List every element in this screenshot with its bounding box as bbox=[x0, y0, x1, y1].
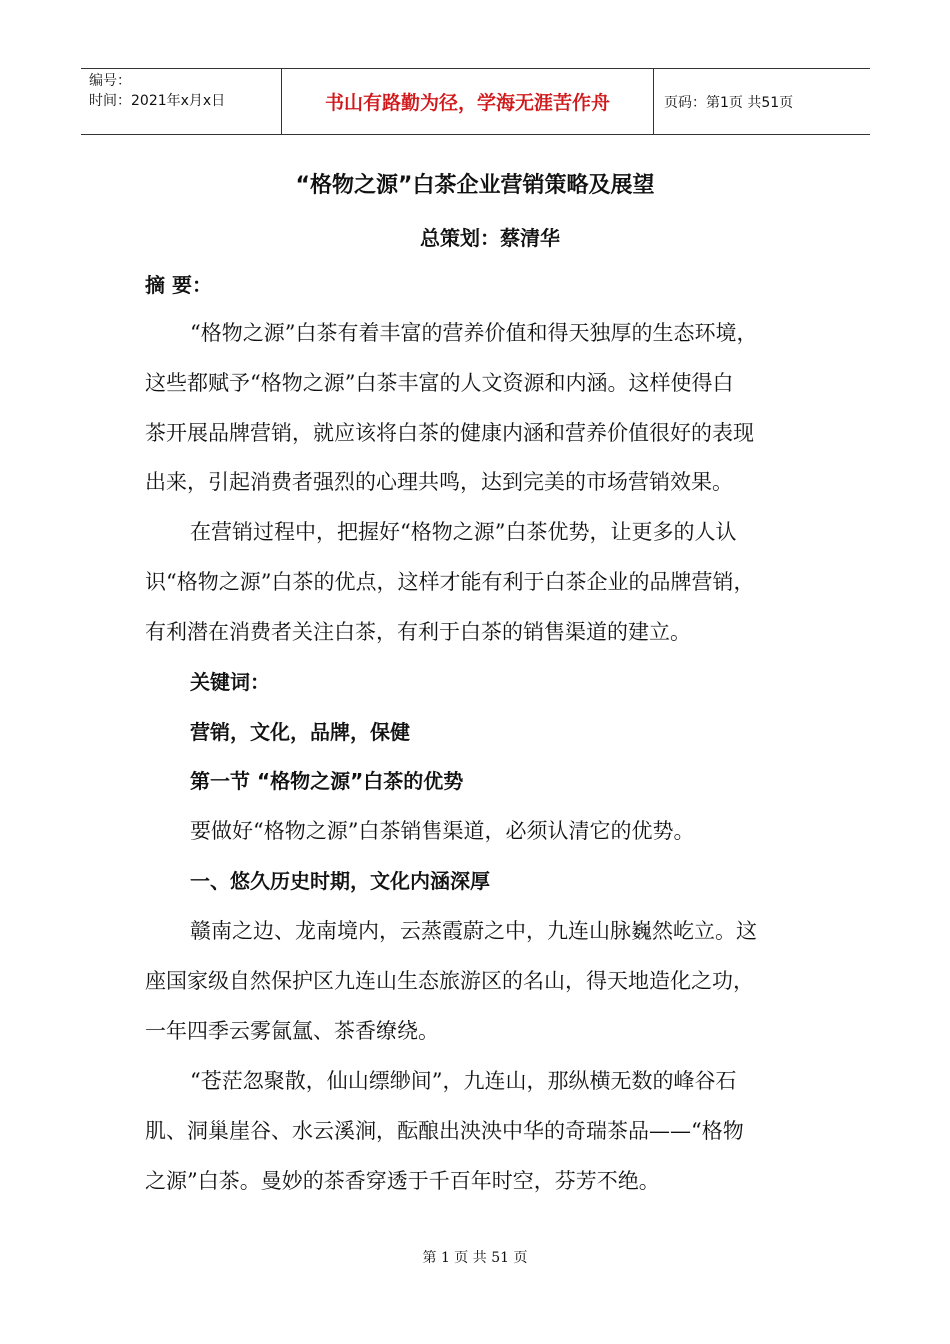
keywords-heading: 关键词： bbox=[190, 670, 270, 694]
paragraph-line: 座国家级自然保护区九连山生态旅游区的名山，得天地造化之功， bbox=[145, 969, 754, 993]
section-intro: 要做好“格物之源”白茶销售渠道，必须认清它的优势。 bbox=[190, 819, 695, 843]
section-heading: 第一节 “格物之源”白茶的优势 bbox=[190, 769, 464, 793]
paragraph-line: 赣南之边、龙南境内，云蒸霞蔚之中，九连山脉巍然屹立。这 bbox=[190, 919, 757, 943]
paragraph-line: 一年四季云雾氤氲、茶香缭绕。 bbox=[145, 1019, 439, 1043]
header-meta-cell bbox=[81, 69, 282, 134]
paragraph-line: 茶开展品牌营销，就应该将白茶的健康内涵和营养价值很好的表现 bbox=[145, 421, 754, 445]
document-author: 总策划：蔡清华 bbox=[420, 226, 560, 250]
header-page-info: 页码：第1页 共51页 bbox=[664, 94, 794, 111]
paragraph-line: 有利潜在消费者关注白茶，有利于白茶的销售渠道的建立。 bbox=[145, 620, 691, 644]
subsection-heading: 一、悠久历史时期，文化内涵深厚 bbox=[190, 869, 490, 893]
paragraph-line: 肌、洞巢崖谷、水云溪涧，酝酿出泱泱中华的奇瑞茶品——“格物 bbox=[145, 1119, 744, 1143]
document-number-label: 编号： bbox=[89, 73, 131, 89]
paragraph-line: 这些都赋予“格物之源”白茶丰富的人文资源和内涵。这样使得白 bbox=[145, 371, 734, 395]
page-footer: 第 1 页 共 51 页 bbox=[422, 1250, 528, 1266]
paragraph-line: “格物之源”白茶有着丰富的营养价值和得天独厚的生态环境， bbox=[190, 321, 758, 345]
keywords-list: 营销，文化，品牌，保健 bbox=[190, 720, 410, 744]
paragraph-line: 出来，引起消费者强烈的心理共鸣，达到完美的市场营销效果。 bbox=[145, 470, 733, 494]
paragraph-line: “苍茫忽聚散，仙山缥缈间”，九连山，那纵横无数的峰谷石 bbox=[190, 1069, 737, 1093]
document-title: “格物之源”白茶企业营销策略及展望 bbox=[295, 173, 655, 198]
paragraph-line: 在营销过程中，把握好“格物之源”白茶优势，让更多的人认 bbox=[190, 520, 737, 544]
paragraph-line: 之源”白茶。曼妙的茶香穿透于千百年时空，芬芳不绝。 bbox=[145, 1169, 660, 1193]
abstract-heading: 摘 要： bbox=[145, 273, 212, 297]
header-table bbox=[81, 68, 870, 135]
header-motto: 书山有路勤为径，学海无涯苦作舟 bbox=[282, 69, 654, 134]
paragraph-line: 识“格物之源”白茶的优点，这样才能有利于白茶企业的品牌营销， bbox=[145, 570, 755, 594]
document-time-label: 时间：2021年x月x日 bbox=[89, 93, 226, 109]
